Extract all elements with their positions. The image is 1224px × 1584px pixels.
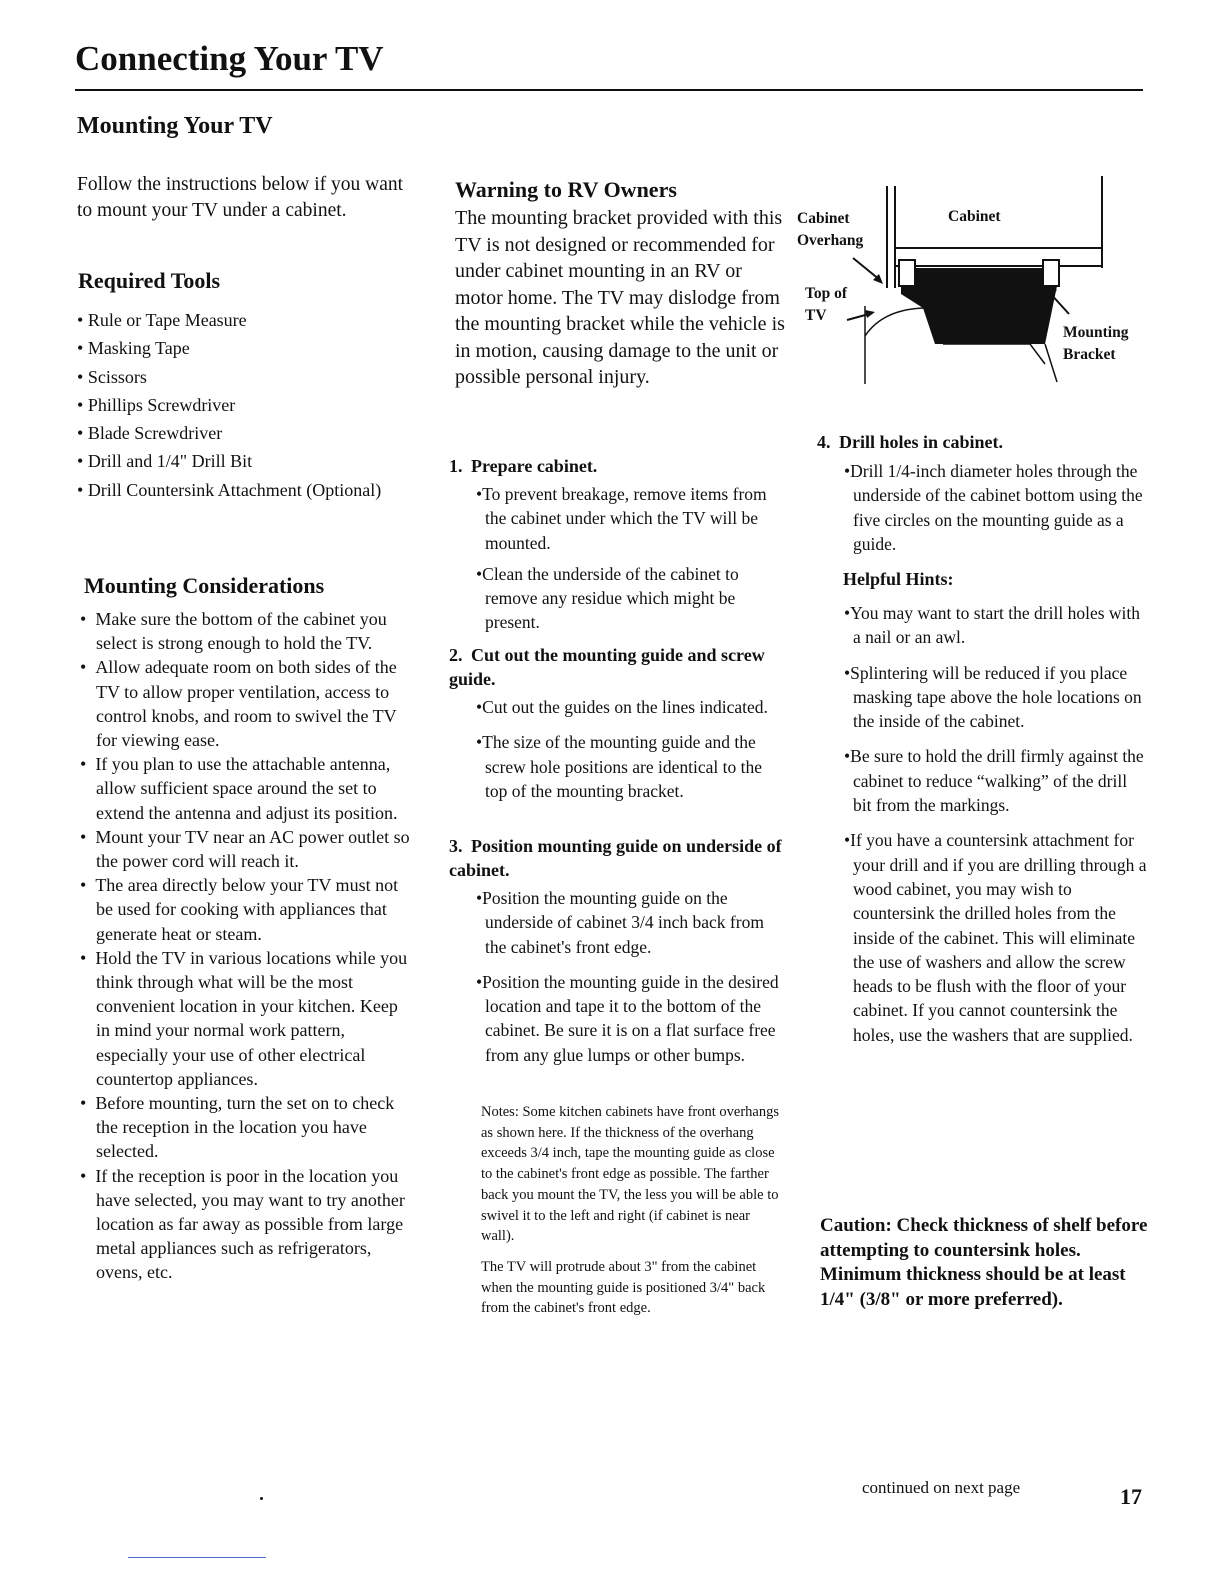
dot-mark — [260, 1497, 263, 1500]
list-item: • Masking Tape — [77, 334, 437, 362]
page-title: Connecting Your TV — [75, 39, 384, 78]
list-item: • Hold the TV in various locations while you think through what will be the most convenient location in your kitchen. Keep in mind your normal work pattern, especially your use of other electrical countertop appliances. — [80, 946, 410, 1091]
step-bullet: • The size of the mounting guide and the screw hole positions are identical to the top of the mounting bracket. — [475, 730, 784, 803]
step-3 — [449, 834, 784, 1067]
protrude-note: The TV will protrude about 3" from the cabinet when the mounting guide is positioned 3/4" back from the cabinet's front edge. — [481, 1258, 766, 1317]
label-cabinet-overhang: Cabinet Overhang — [797, 210, 864, 249]
list-item: • If you plan to use the attachable antenna, allow sufficient space around the set to extend the antenna and adjust its position. — [80, 752, 410, 825]
notes-label: Notes: — [481, 1104, 519, 1120]
step-title: Prepare cabinet. — [471, 456, 598, 476]
page-number: 17 — [1120, 1484, 1142, 1509]
step-bullet: • To prevent breakage, remove items from the cabinet under which the TV will be mounted. — [475, 482, 784, 555]
list-item: • Drill Countersink Attachment (Optional) — [77, 476, 437, 504]
step-2 — [449, 643, 784, 803]
list-item: • Phillips Screwdriver — [77, 391, 437, 419]
caution-note — [820, 1214, 1150, 1312]
list-item: • Rule or Tape Measure — [77, 306, 437, 334]
notes-block — [481, 1102, 781, 1319]
step-title: Position mounting guide on underside of cabinet. — [449, 836, 782, 880]
hint-item: • If you have a countersink attachment for your drill and if you are drilling through a wood cabinet, you may wish to countersink the drilled holes from the inside of the cabinet. This will eliminate the use of washers and allow the screw heads to be flush with the floor of your cabinet. If you cannot countersink the holes, use the washers that are supplied. — [843, 828, 1148, 1047]
hint-item: • You may want to start the drill holes with a nail or an awl. — [843, 601, 1148, 650]
warning-heading: Warning to RV Owners — [455, 177, 677, 202]
continued-note: continued on next page — [862, 1478, 1021, 1497]
list-item: • Make sure the bottom of the cabinet you select is strong enough to hold the TV. — [80, 607, 410, 655]
required-tools-list — [77, 306, 437, 504]
helpful-hints — [843, 567, 1148, 1047]
title-divider — [75, 89, 1143, 91]
list-item: • Drill and 1/4" Drill Bit — [77, 447, 437, 475]
section-title: Mounting Your TV — [77, 113, 273, 139]
list-item: • Allow adequate room on both sides of the TV to allow proper ventilation, access to control knobs, and room to swivel the TV for viewing ease. — [80, 655, 410, 752]
step-bullet: • Position the mounting guide on the underside of cabinet 3/4 inch back from the cabinet's front edge. — [475, 886, 784, 959]
step-bullet: • Clean the underside of the cabinet to remove any residue which might be present. — [475, 562, 784, 635]
hints-heading: Helpful Hints: — [843, 569, 954, 589]
step-bullet: • Cut out the guides on the lines indicated. — [475, 695, 784, 719]
step-title: Cut out the mounting guide and screw guide. — [449, 645, 765, 689]
warning-text: The mounting bracket provided with this TV is not designed or recommended for under cabinet mounting in an RV or motor home. The TV may dislodge from the mounting bracket while the vehicle is in motion, causing damage to the unit or possible personal injury. — [455, 207, 785, 388]
step-title: Drill holes in cabinet. — [839, 432, 1004, 452]
caution-label: Caution: — [820, 1215, 892, 1236]
mounting-considerations-list — [80, 607, 410, 1285]
list-item: • If the reception is poor in the location you have selected, you may want to try another location as far away as possible from large metal appliances such as refrigerators, ovens, etc. — [80, 1164, 410, 1285]
list-item: • Scissors — [77, 363, 437, 391]
list-item: • The area directly below your TV must not be used for cooking with appliances that generate heat or steam. — [80, 873, 410, 946]
required-tools-heading: Required Tools — [78, 268, 221, 293]
footer-line — [128, 1557, 266, 1558]
step-bullet: • Position the mounting guide in the desired location and tape it to the bottom of the cabinet. Be sure it is on a flat surface free from any glue lumps or other bumps. — [475, 970, 784, 1067]
list-item: • Blade Screwdriver — [77, 419, 437, 447]
step-number: 2. — [449, 645, 463, 665]
step-4 — [817, 430, 1147, 556]
step-1 — [449, 454, 784, 635]
step-number: 1. — [449, 456, 463, 476]
label-mounting-bracket: Mounting Bracket — [1063, 324, 1129, 363]
list-item: • Mount your TV near an AC power outlet so the power cord will reach it. — [80, 825, 410, 873]
intro-text: Follow the instructions below if you want to mount your TV under a cabinet. — [77, 174, 404, 221]
label-cabinet: Cabinet — [948, 208, 1001, 225]
mounting-diagram — [795, 176, 1145, 388]
step-bullet: • Drill 1/4-inch diameter holes through the underside of the cabinet bottom using the five circles on the mounting guide as a guide. — [843, 459, 1147, 556]
list-item: • Before mounting, turn the set on to check the reception in the location you have selected. — [80, 1091, 410, 1164]
hint-item: • Splintering will be reduced if you place masking tape above the hole locations on the inside of the cabinet. — [843, 661, 1148, 734]
step-number: 4. — [817, 432, 831, 452]
step-number: 3. — [449, 836, 463, 856]
mounting-considerations-heading: Mounting Considerations — [84, 573, 325, 598]
label-top-of-tv: Top of TV — [805, 285, 848, 324]
hint-item: • Be sure to hold the drill firmly against the cabinet to reduce “walking” of the drill bit from the markings. — [843, 744, 1148, 817]
notes-text: Some kitchen cabinets have front overhangs as shown here. If the thickness of the overhang exceeds 3/4 inch, tape the mounting guide as close to the cabinet's front edge as possible. The farther back you mount the TV, the less you will be able to swivel it to the left and right (if cabinet is near wall). — [481, 1104, 779, 1245]
caution-text: Check thickness of shelf before attempting to countersink holes. Minimum thickness should be at least 1/4" (3/8" or more preferred). — [820, 1215, 1148, 1310]
